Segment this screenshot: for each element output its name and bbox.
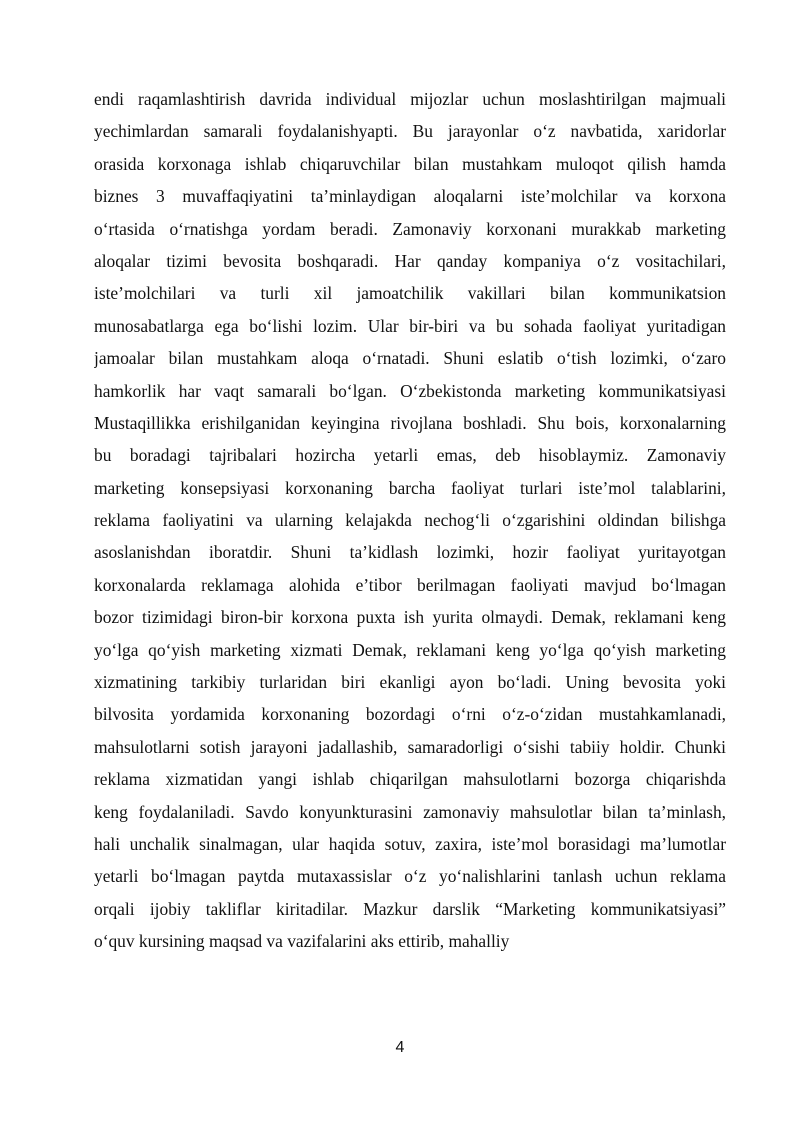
- body-paragraph: [94, 83, 726, 958]
- text-line: xizmatining tarkibiy turlaridan biri ekanligi ayon bo‘ladi. Uning bevosita yoki: [94, 672, 726, 693]
- text-line: hali unchalik sinalmagan, ular haqida sotuv, zaxira, iste’mol borasidagi ma’lumotlar: [94, 833, 726, 854]
- text-line: reklama faoliyatini va ularning kelajakda nechog‘li o‘zgarishini oldindan bilishga: [94, 510, 726, 531]
- text-line: yechimlardan samarali foydalanishyapti. Bu jarayonlar o‘z navbatida, xaridorlar: [94, 121, 726, 142]
- text-line: reklama xizmatidan yangi ishlab chiqarilgan mahsulotlarni bozorga chiqarishda: [94, 769, 726, 790]
- text-line: mahsulotlarni sotish jarayoni jadallashib, samaradorligi o‘sishi tabiiy holdir. Chunki: [94, 736, 726, 757]
- text-line: hamkorlik har vaqt samarali bo‘lgan. O‘zbekistonda marketing kommunikatsiyasi: [94, 380, 726, 401]
- page-number: 4: [395, 1039, 405, 1056]
- text-line: keng foydalaniladi. Savdo konyunkturasini zamonaviy mahsulotlar bilan ta’minlash,: [94, 801, 726, 822]
- text-line: bilvosita yordamida korxonaning bozordagi o‘rni o‘z-o‘zidan mustahkamlanadi,: [94, 704, 726, 725]
- text-line: yo‘lga qo‘yish marketing xizmati Demak, reklamani keng yo‘lga qo‘yish marketing: [94, 639, 726, 660]
- text-line: o‘rtasida o‘rnatishga yordam beradi. Zamonaviy korxonani murakkab marketing: [94, 218, 726, 239]
- text-line: bozor tizimidagi biron-bir korxona puxta ish yurita olmaydi. Demak, reklamani keng: [94, 607, 726, 628]
- text-line: iste’molchilari va turli xil jamoatchilik vakillari bilan kommunikatsion: [94, 283, 726, 304]
- text-line: orqali ijobiy takliflar kiritadilar. Mazkur darslik “Marketing kommunikatsiyasi”: [94, 898, 726, 919]
- text-line: bu boradagi tajribalari hozircha yetarli emas, deb hisoblaymiz. Zamonaviy: [94, 445, 726, 466]
- text-line: yetarli bo‘lmagan paytda mutaxassislar o‘z yo‘nalishlarini tanlash uchun reklama: [94, 866, 726, 887]
- text-line: marketing konsepsiyasi korxonaning barcha faoliyat turlari iste’mol talablarini,: [94, 477, 726, 498]
- text-line: jamoalar bilan mustahkam aloqa o‘rnatadi. Shuni eslatib o‘tish lozimki, o‘zaro: [94, 348, 726, 369]
- text-line: munosabatlarga ega bo‘lishi lozim. Ular bir-biri va bu sohada faoliyat yuritadigan: [94, 315, 726, 336]
- text-line: aloqalar tizimi bevosita boshqaradi. Har qanday kompaniya o‘z vositachilari,: [94, 250, 726, 271]
- text-line: biznes 3 muvaffaqiyatini ta’minlaydigan aloqalarni iste’molchilar va korxona: [94, 186, 726, 207]
- text-line: o‘quv kursining maqsad va vazifalarini aks ettirib, mahalliy: [94, 931, 510, 952]
- text-line: korxonalarda reklamaga alohida e’tibor berilmagan faoliyati mavjud bo‘lmagan: [94, 574, 726, 595]
- text-line: orasida korxonaga ishlab chiqaruvchilar bilan mustahkam muloqot qilish hamda: [94, 153, 726, 174]
- text-line: asoslanishdan iboratdir. Shuni ta’kidlash lozimki, hozir faoliyat yuritayotgan: [94, 542, 726, 563]
- text-line: Mustaqillikka erishilganidan keyingina rivojlana boshladi. Shu bois, korxonalarning: [94, 412, 726, 433]
- text-line: endi raqamlashtirish davrida individual mijozlar uchun moslashtirilgan majmuali: [94, 89, 726, 109]
